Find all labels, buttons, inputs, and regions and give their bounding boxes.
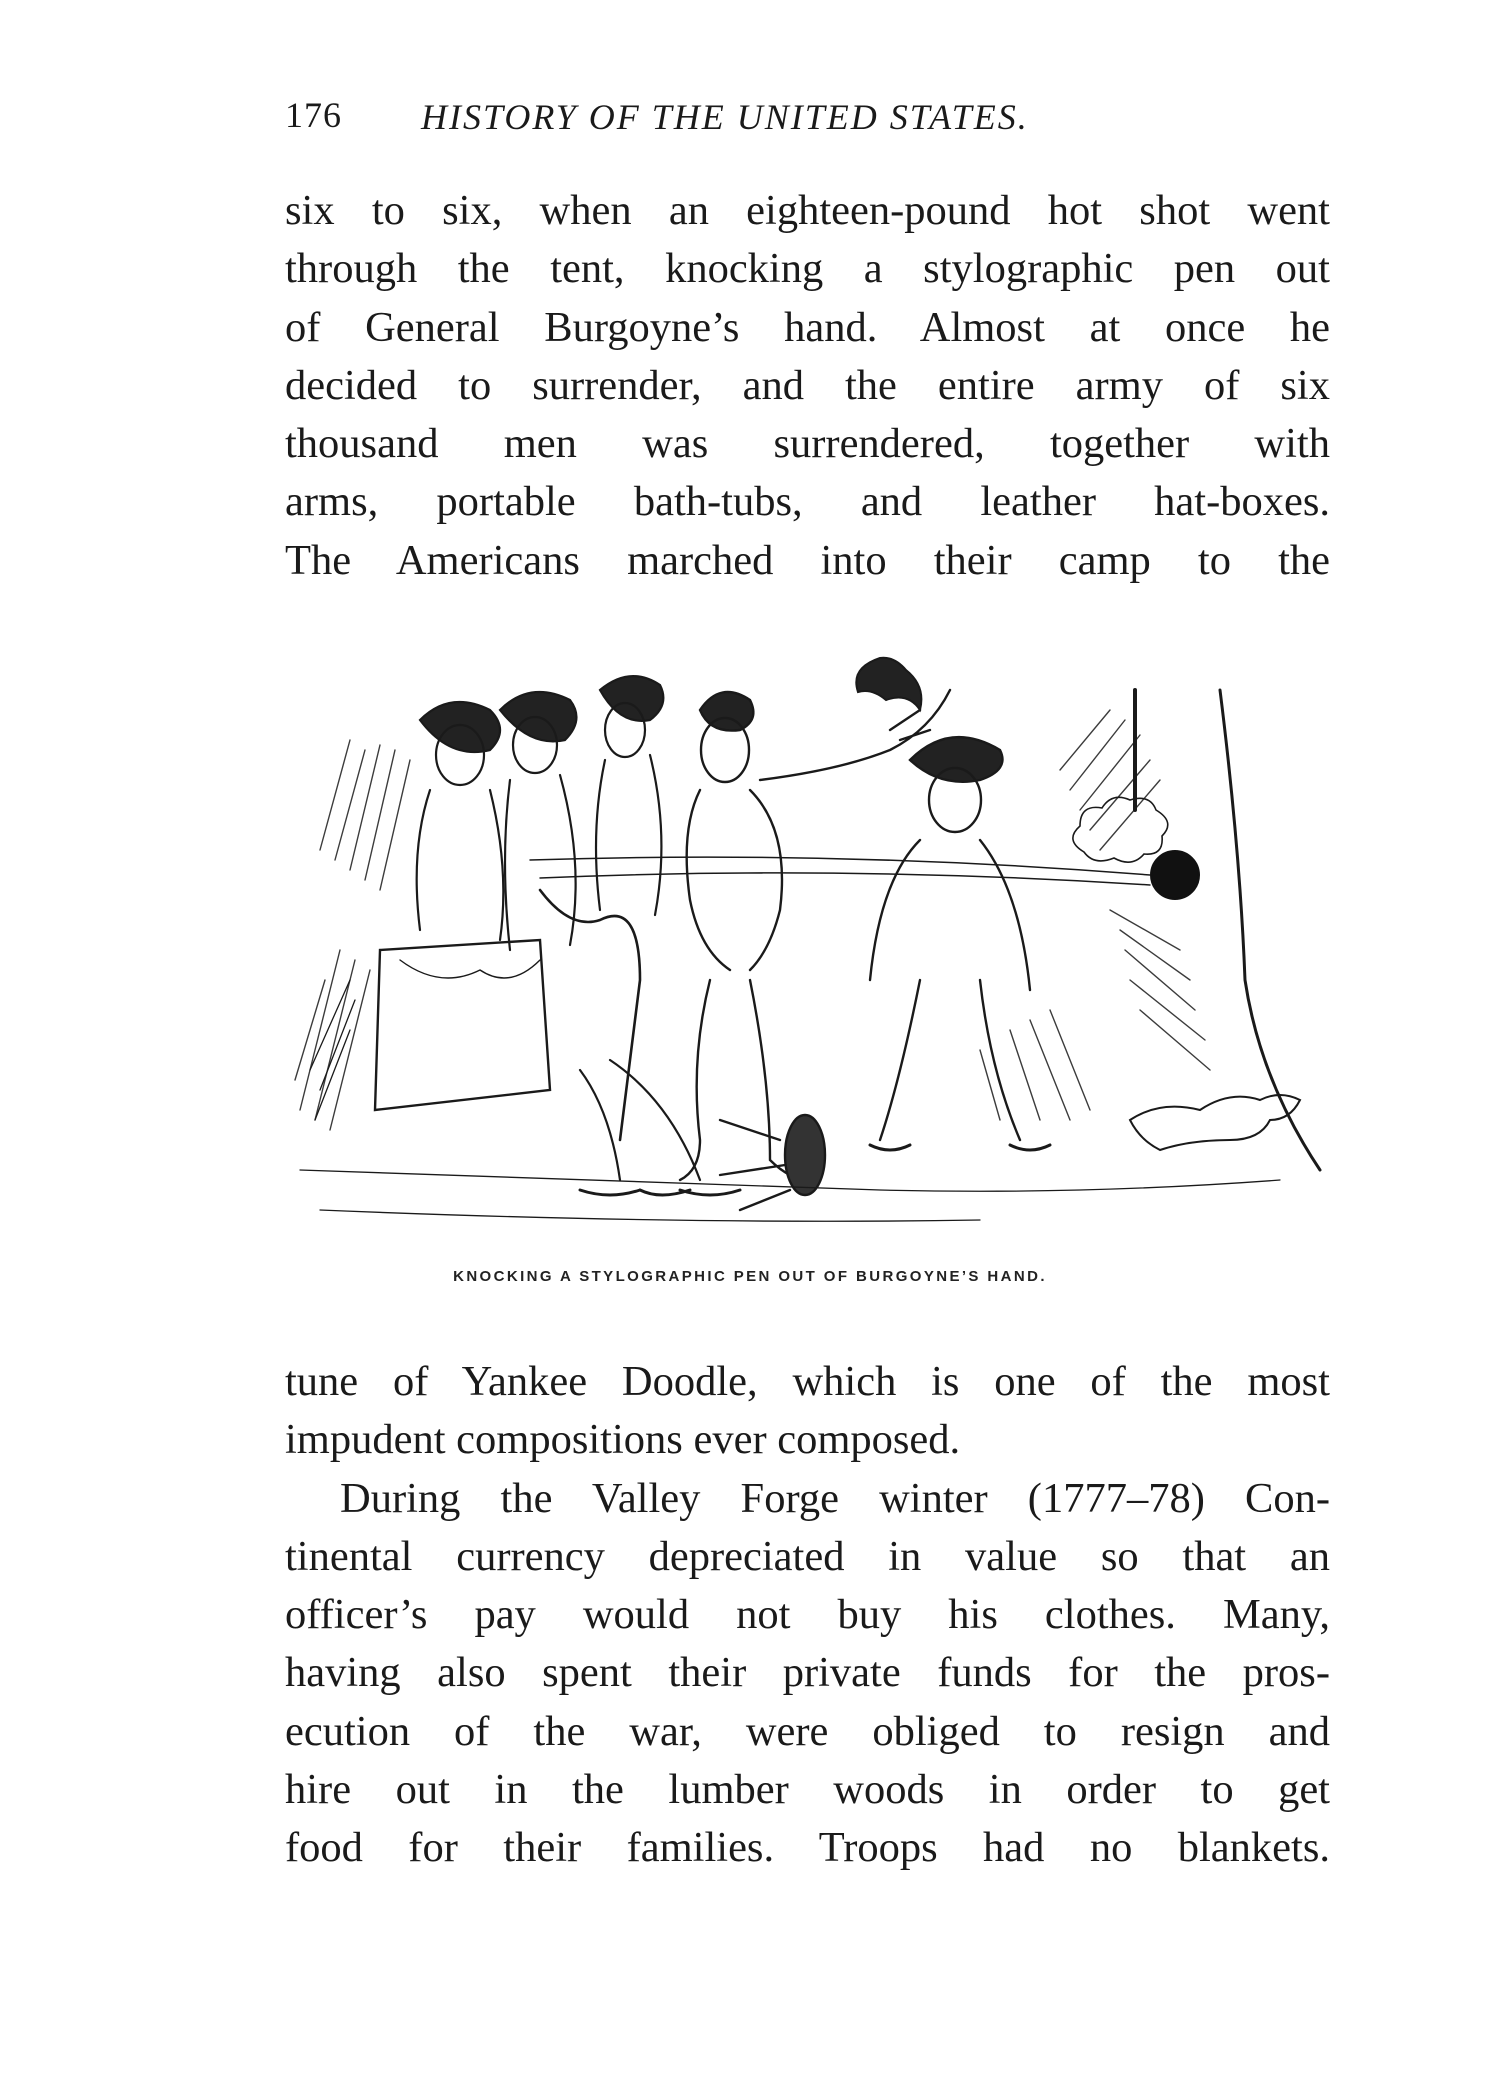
officers-group-left [417,676,700,1195]
text-line: six to six, when an eighteen-pound hot shot went [285,187,1330,234]
running-title: HISTORY OF THE UNITED STATES. [421,97,1029,137]
page-number: 176 [285,95,342,135]
background-hatching [295,710,1210,1130]
running-dog [1130,1095,1300,1150]
paragraph-first-line: During the Valley Forge winter (1777–78) Con- [340,1474,1330,1522]
text-line: through the tent, knocking a stylographic pen out [285,245,1330,293]
body-text-top [285,182,1330,590]
text-line: of General Burgoyne’s hand. Almost at once he [285,303,1330,351]
cannonball [1151,851,1199,899]
smoke-puff [1073,797,1168,862]
text-line: officer’s pay would not buy his clothes. Many, [285,1591,1330,1639]
text-line: thousand men was surrendered, together with [285,420,1330,468]
table [375,940,550,1110]
text-line: tinental currency depreciated in value so that an [285,1532,1330,1580]
text-line: arms, portable bath-tubs, and leather hat-boxes. [285,478,1330,526]
body-text-bottom [285,1353,1330,1878]
text-line: having also spent their private funds for the pros- [285,1649,1330,1697]
text-line: hire out in the lumber woods in order to get [285,1766,1330,1814]
text-line: food for their families. Troops had no blankets. [285,1824,1330,1872]
text-line: ecution of the war, were obliged to resign and [285,1707,1330,1755]
text-line: impudent compositions ever composed. [285,1416,961,1464]
text-line: decided to surrender, and the entire army of six [285,361,1330,409]
illustration-caption: KNOCKING A STYLOGRAPHIC PEN OUT OF BURGOYNE’S HAND. [453,1268,1047,1285]
text-line: The Americans marched into their camp to the [285,536,1330,584]
cannonball-trail [530,857,1150,885]
tent-edge [1220,690,1320,1170]
right-officer [870,737,1050,1150]
engraving-illustration [280,650,1340,1250]
flying-hat [856,658,921,710]
illustration-burgoyne-tent [280,650,1340,1250]
text-line: tune of Yankee Doodle, which is one of the most [285,1358,1330,1405]
running-header [285,94,1325,144]
